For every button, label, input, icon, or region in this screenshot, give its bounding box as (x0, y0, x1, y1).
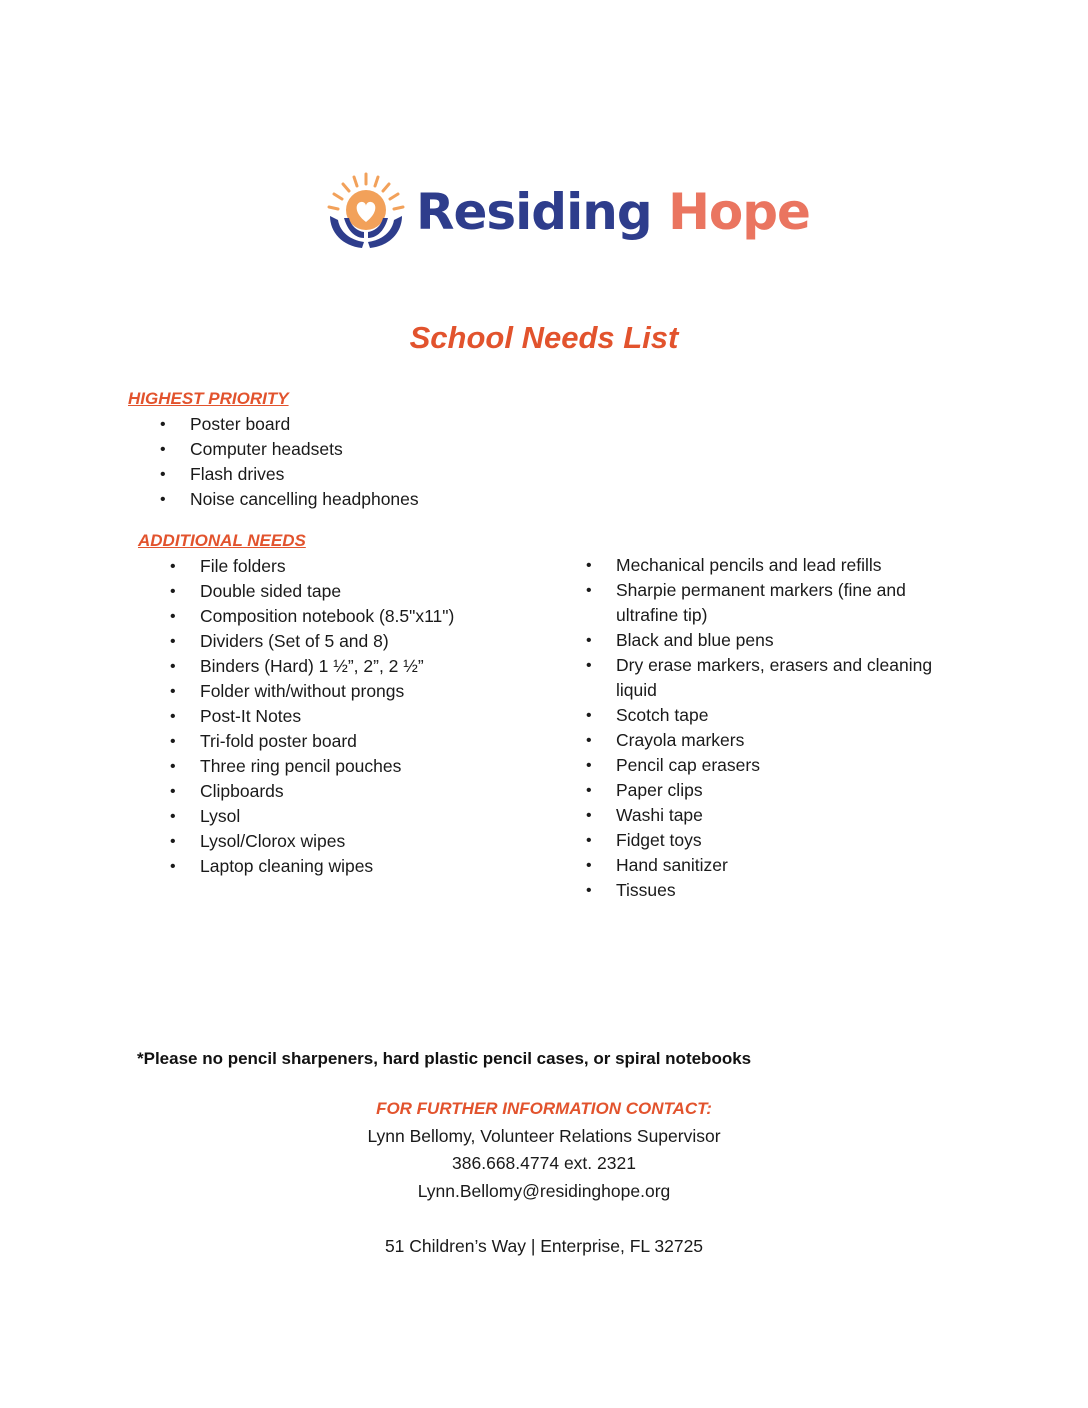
contact-phone: 386.668.4774 ext. 2321 (452, 1153, 636, 1173)
list-item: • Post-It Notes (170, 706, 302, 726)
residing-hope-logo (324, 170, 810, 260)
contact-heading: FOR FURTHER INFORMATION CONTACT: (376, 1099, 712, 1118)
list-item: • Clipboards (170, 781, 284, 801)
list-item: • Black and blue pens (586, 630, 774, 650)
list-item: • Computer headsets (160, 439, 343, 459)
list-item: • Dry erase markers, erasers and cleaning liquid (586, 655, 933, 700)
list-item: • Tissues (586, 880, 676, 900)
list-item: • Tri-fold poster board (170, 731, 357, 751)
page-title: School Needs List (409, 320, 679, 355)
list-item: • Pencil cap erasers (586, 755, 760, 775)
list-item: • Fidget toys (586, 830, 702, 850)
exclusion-note: *Please no pencil sharpeners, hard plastic pencil cases, or spiral notebooks (137, 1049, 752, 1068)
list-item: • Sharpie permanent markers (fine and ultrafine tip) (586, 580, 906, 625)
additional-needs-heading: ADDITIONAL NEEDS (138, 531, 306, 550)
logo-word-hope: Hope (668, 183, 810, 241)
list-item: • Flash drives (160, 464, 285, 484)
list-item: • Hand sanitizer (586, 855, 728, 875)
additional-needs-left-list (168, 554, 454, 879)
list-item: • Mechanical pencils and lead refills (586, 555, 882, 575)
list-item: • Crayola markers (586, 730, 745, 750)
list-item: • Composition notebook (8.5"x11") (170, 606, 455, 626)
list-item: • Double sided tape (170, 581, 342, 601)
contact-email[interactable]: Lynn.Bellomy@residinghope.org (417, 1181, 671, 1201)
highest-priority-list (158, 412, 419, 512)
list-item: • Folder with/without prongs (170, 681, 405, 701)
heart-sun-hands-icon (324, 170, 408, 256)
list-item: • Poster board (160, 414, 291, 434)
list-item: • Noise cancelling headphones (160, 489, 419, 509)
additional-needs-right-list (584, 553, 944, 903)
list-item: • Laptop cleaning wipes (170, 856, 374, 876)
list-item: • Lysol/Clorox wipes (170, 831, 346, 851)
contact-address: 51 Children’s Way | Enterprise, FL 32725 (384, 1236, 704, 1256)
list-item: • Binders (Hard) 1 ½”, 2”, 2 ½” (170, 656, 424, 676)
logo-word-residing: Residing (416, 183, 652, 241)
contact-name: Lynn Bellomy, Volunteer Relations Supervisor (367, 1126, 721, 1146)
highest-priority-heading: HIGHEST PRIORITY (128, 389, 289, 408)
list-item: • Dividers (Set of 5 and 8) (170, 631, 389, 651)
list-item: • Lysol (170, 806, 241, 826)
list-item: • Washi tape (586, 805, 703, 825)
logo-wordmark (416, 182, 810, 242)
list-item: • Paper clips (586, 780, 703, 800)
list-item: • Three ring pencil pouches (170, 756, 402, 776)
list-item: • Scotch tape (586, 705, 709, 725)
list-item: • File folders (170, 556, 286, 576)
